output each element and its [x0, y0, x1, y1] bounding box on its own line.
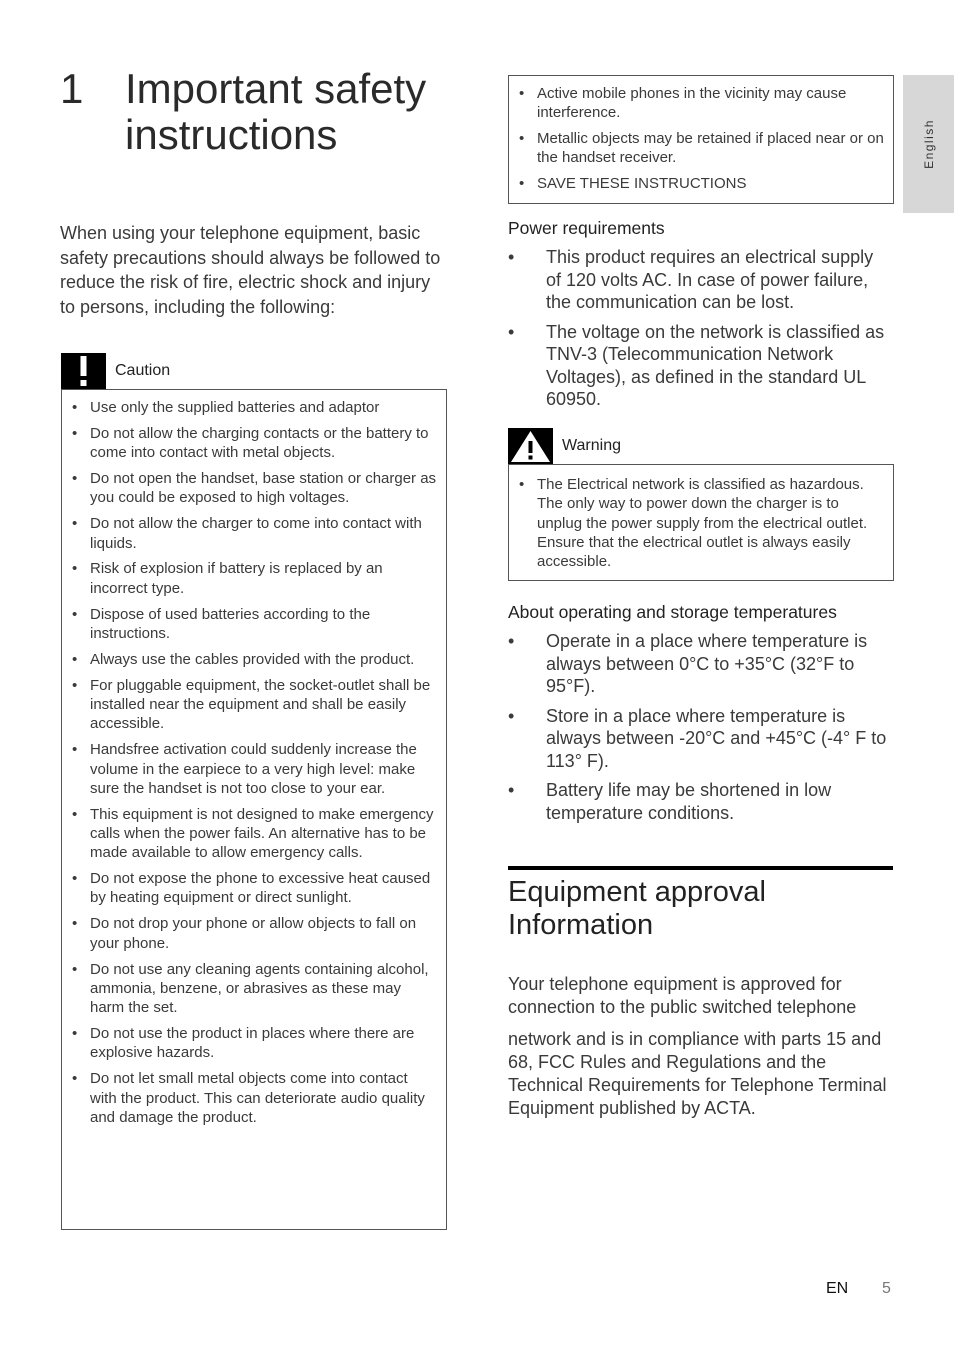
list-item: • Do not open the handset, base station or charger as you could be exposed to high voltages.	[72, 469, 438, 508]
list-item: • Always use the cables provided with the product.	[72, 650, 438, 669]
page-number: 5	[882, 1280, 891, 1297]
list-item: • Do not drop your phone or allow objects to fall on your phone.	[72, 914, 438, 953]
power-list	[508, 246, 893, 411]
chapter-number: 1	[60, 65, 84, 112]
list-item: • Do not use the product in places where there are explosive hazards.	[72, 1024, 438, 1063]
language-tab-label: English	[921, 119, 936, 169]
list-item: • SAVE THESE INSTRUCTIONS	[519, 174, 885, 193]
caution-continued-box	[508, 75, 894, 204]
list-item: • Use only the supplied batteries and adaptor	[72, 398, 438, 417]
list-item: • This product requires an electrical supply of 120 volts AC. In case of power failure, the communication can be lost.	[508, 246, 893, 314]
warning-icon	[508, 428, 553, 464]
list-item: • Do not expose the phone to excessive heat caused by heating equipment or direct sunlight.	[72, 869, 438, 908]
equipment-paragraph-2: network and is in compliance with parts 15 and 68, FCC Rules and Regulations and the Technical Requirements for Telephone Terminal Equipment published by ACTA.	[508, 1029, 887, 1118]
equipment-heading: Equipment approval Information	[508, 876, 766, 941]
footer-language: EN	[826, 1280, 849, 1297]
caution-icon	[61, 353, 106, 389]
list-item: • Dispose of used batteries according to the instructions.	[72, 605, 438, 644]
page-title: Important safety instructions	[125, 65, 427, 158]
list-item: • Do not allow the charging contacts or the battery to come into contact with metal objects.	[72, 424, 438, 463]
warning-box	[508, 464, 894, 581]
list-item: • Metallic objects may be retained if placed near or on the handset receiver.	[519, 129, 885, 168]
warning-header	[508, 428, 894, 464]
power-section	[508, 246, 893, 418]
caution-label: Caution	[115, 362, 171, 379]
list-item: • This equipment is not designed to make emergency calls when the power fails. An alternative has to be made available to allow emergency calls.	[72, 805, 438, 863]
list-item: • Risk of explosion if battery is replaced by an incorrect type.	[72, 559, 438, 598]
warning-label: Warning	[562, 437, 621, 454]
caution-list	[72, 398, 438, 1127]
caution-box	[61, 389, 447, 1230]
list-item: • For pluggable equipment, the socket-outlet shall be installed near the equipment and shall be easily accessible.	[72, 676, 438, 734]
list-item: • Active mobile phones in the vicinity may cause interference.	[519, 84, 885, 123]
list-item: • Battery life may be shortened in low temperature conditions.	[508, 779, 893, 824]
section-divider	[508, 866, 893, 870]
list-item: • The Electrical network is classified as hazardous. The only way to power down the charger is to unplug the power supply from the electrical outlet. Ensure that the electrical outlet is always easily accessible.	[519, 475, 885, 571]
intro-paragraph: When using your telephone equipment, basic safety precautions should always be followed to reduce the risk of fire, electric shock and injury to persons, including the following:	[60, 223, 441, 317]
caution-header	[61, 353, 447, 389]
list-item: • Store in a place where temperature is always between -20°C and +45°C (-4° F to 113° F).	[508, 705, 893, 773]
list-item: • The voltage on the network is classified as TNV-3 (Telecommunication Network Voltages), as defined in the standard UL 60950.	[508, 321, 893, 411]
list-item: • Do not let small metal objects come into contact with the product. This can deteriorate audio quality and damage the product.	[72, 1069, 438, 1127]
warning-list	[519, 475, 885, 571]
equipment-paragraph-1: Your telephone equipment is approved for connection to the public switched telephone	[508, 974, 857, 1017]
language-tab	[903, 75, 954, 213]
temperatures-heading: About operating and storage temperatures	[508, 602, 837, 622]
temperatures-section	[508, 630, 893, 831]
temperatures-list	[508, 630, 893, 824]
list-item: • Handsfree activation could suddenly increase the volume in the earpiece to a very high level: make sure the handset is not too close to your ear.	[72, 740, 438, 798]
list-item: • Do not allow the charger to come into contact with liquids.	[72, 514, 438, 553]
power-heading: Power requirements	[508, 218, 665, 238]
caution-continued-list	[519, 84, 885, 194]
list-item: • Do not use any cleaning agents containing alcohol, ammonia, benzene, or abrasives as these may harm the set.	[72, 960, 438, 1018]
list-item: • Operate in a place where temperature is always between 0°C to +35°C (32°F to 95°F).	[508, 630, 893, 698]
